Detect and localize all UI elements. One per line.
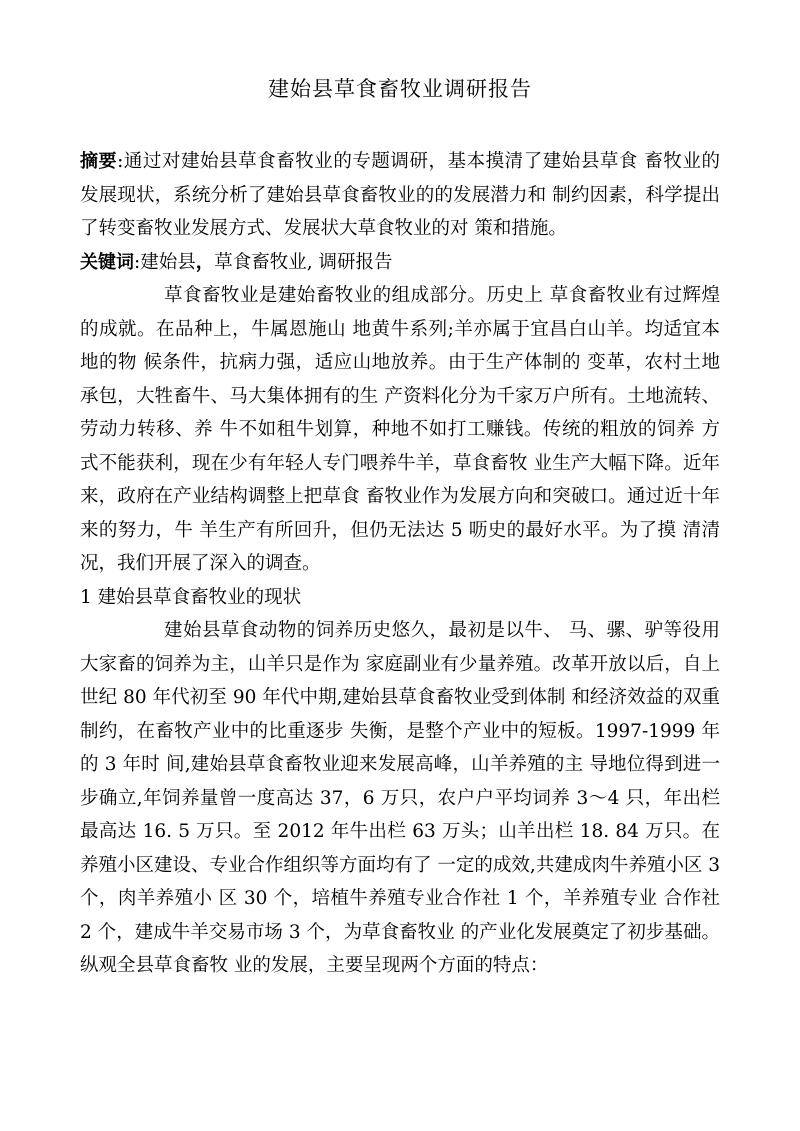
abstract-paragraph bbox=[80, 145, 720, 246]
abstract-separator: : bbox=[117, 151, 124, 172]
keyword-item: 建始县 bbox=[140, 251, 196, 273]
page-title: 建始县草食畜牧业调研报告 bbox=[268, 77, 532, 101]
document-body bbox=[80, 145, 720, 983]
section-heading: 1 建始县草食畜牧业的现状 bbox=[80, 586, 302, 608]
section-paragraph: 建始县草食动物的饲养历史悠久，最初是以牛、 马、骡、驴等役用大家畜的饲养为主，山羊只是作为 家庭副业有少量养殖。改革开放以后，自上世纪 80 年代初至 90 年代中期,建始县草食畜牧业受到体制 和经济效益的双重制约，在畜牧产业中的比重逐步 失衡，是整个产业中的短板。1997-1999 年的 3 年时 间,建始县草食畜牧业迎来发展高峰，山羊养殖的主 导地位得到进一步确立,年饲养量曾一度高达 37，6 万只，农户户平均词养 3～4 只，年出栏最高达 16. 5 万只。至 2012 年牛出栏 63 万头；山羊出栏 18. 84 万只。在养殖小区建设、专业合作组织等方面均有了 一定的成效,共建成肉牛养殖小区 3 个，肉羊养殖小 区 30 个，培植牛养殖专业合作社 1 个，羊养殖专业 合作社 2 个，建成牛羊交易市场 3 个，为草食畜牧业 的产业化发展奠定了初步基础。纵观全县草食畜牧 业的发展，主要呈现两个方面的特点： bbox=[80, 620, 720, 976]
abstract-label: 摘要 bbox=[80, 151, 118, 172]
intro-paragraph: 草食畜牧业是建始畜牧业的组成部分。历史上 草食畜牧业有过辉煌的成就。在品种上，牛属恩施山 地黄牛系列;羊亦属于宜昌白山羊。均适宜本地的物 候条件，抗病力强，适应山地放养。由于生产体制的 变革，农村土地承包，大牲畜牛、马大集体拥有的生 产资料化分为千家万户所有。土地流转、劳动力转移、养 牛不如租牛划算，种地不如打工赚钱。传统的粗放的饲养 方式不能获利，现在少有年轻人专门喂养牛羊，草食畜牧 业生产大幅下降。近年来，政府在产业结构调整上把草食 畜牧业作为发展方向和突破口。通过近十年来的努力，牛 羊生产有所回升，但仍无法达 5 呖史的最好水平。为了摸 清清况，我们开展了深入的调查。 bbox=[80, 285, 720, 574]
keywords-label: 关键词 bbox=[80, 251, 134, 273]
keyword-rest: 草食畜牧业, 调研报告 bbox=[214, 251, 393, 273]
keyword-comma: ， bbox=[195, 251, 215, 273]
keywords-separator: : bbox=[134, 251, 141, 273]
keywords-paragraph bbox=[80, 246, 720, 280]
abstract-text: 通过对建始县草食畜牧业的专题调研，基本摸清了建始县草食 畜牧业的发展现状，系统分析了建始县草食畜牧业的的发展潜力和 制约因素，科学提出了转变畜牧业发展方式、发展状大草食牧业的对 策和措施。 bbox=[80, 151, 721, 239]
